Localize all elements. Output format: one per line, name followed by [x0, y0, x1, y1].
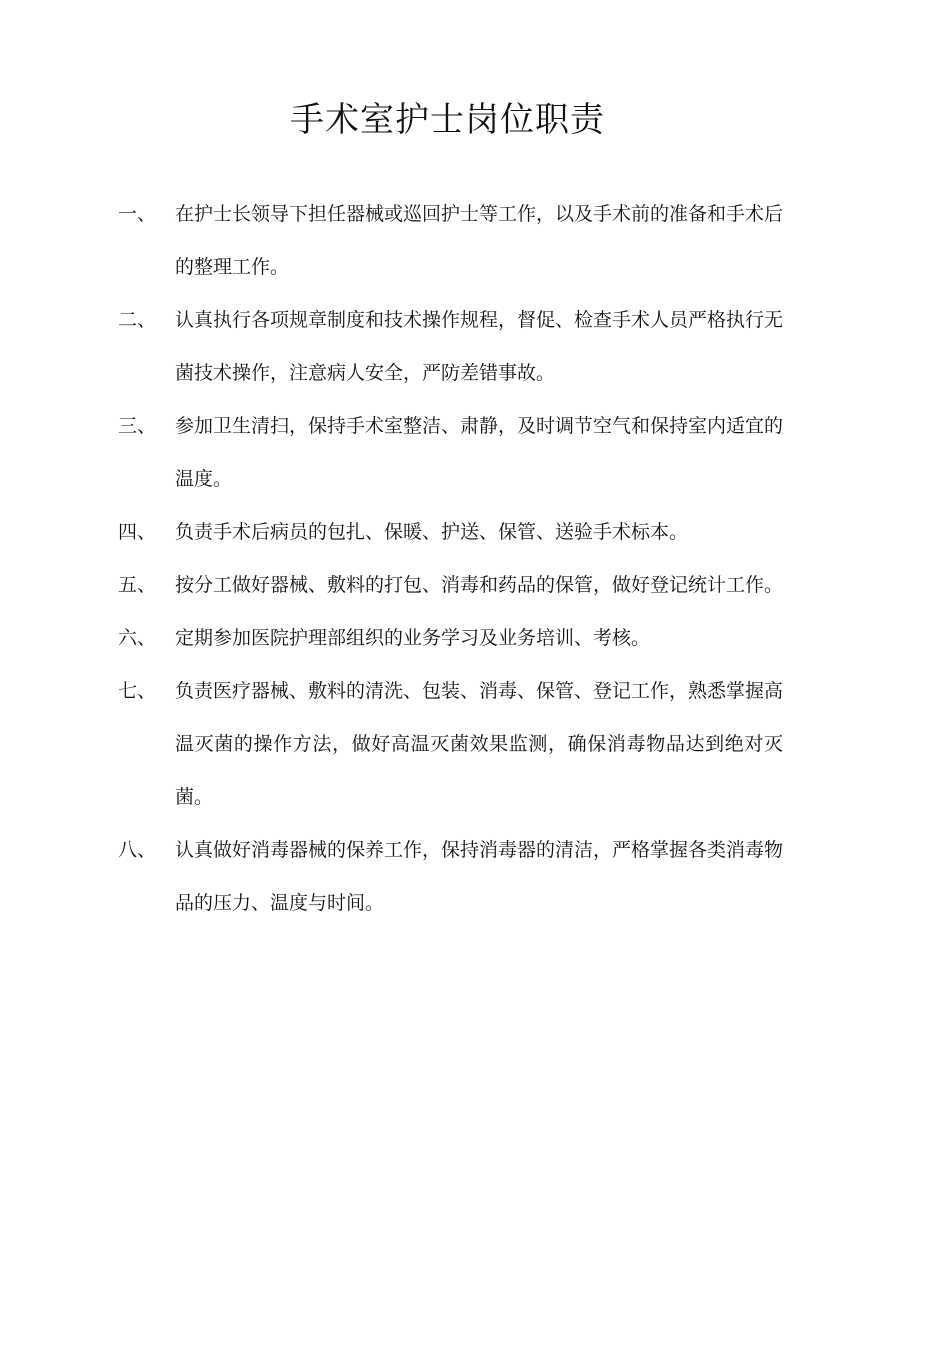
- item-text: 定期参加医院护理部组织的业务学习及业务培训、考核。: [175, 627, 651, 649]
- item-text: 按分工做好器械、敷料的打包、消毒和药品的保管，做好登记统计工作。: [175, 574, 784, 596]
- item-text: 在护士长领导下担任器械或巡回护士等工作，以及手术前的准备和手术后的整理工作。: [175, 203, 784, 278]
- page-title: 手术室护士岗位职责: [290, 100, 605, 140]
- item-number: 五、: [118, 574, 157, 596]
- list-item: [118, 612, 783, 665]
- item-text: 负责医疗器械、敷料的清洗、包装、消毒、保管、登记工作，熟悉掌握高温灭菌的操作方法，做好高温灭菌效果监测，确保消毒物品达到绝对灭菌。: [175, 680, 784, 808]
- list-item: [118, 824, 783, 930]
- list-item: [118, 665, 783, 824]
- list-item: [118, 294, 783, 400]
- list-item: [118, 188, 783, 294]
- item-text: 负责手术后病员的包扎、保暖、护送、保管、送验手术标本。: [175, 521, 689, 543]
- list-item: [118, 400, 783, 506]
- duty-list: [118, 188, 783, 930]
- list-item: [118, 559, 783, 612]
- item-number: 四、: [118, 521, 157, 543]
- item-number: 一、: [118, 203, 157, 225]
- item-number: 六、: [118, 627, 157, 649]
- item-number: 三、: [118, 415, 157, 437]
- item-number: 七、: [118, 680, 157, 702]
- list-item: [118, 506, 783, 559]
- item-text: 认真执行各项规章制度和技术操作规程，督促、检查手术人员严格执行无菌技术操作，注意病人安全，严防差错事故。: [175, 309, 784, 384]
- item-number: 八、: [118, 839, 157, 861]
- item-text: 参加卫生清扫，保持手术室整洁、肃静，及时调节空气和保持室内适宜的温度。: [175, 415, 784, 490]
- item-text: 认真做好消毒器械的保养工作，保持消毒器的清洁，严格掌握各类消毒物品的压力、温度与时间。: [175, 839, 784, 914]
- item-number: 二、: [118, 309, 157, 331]
